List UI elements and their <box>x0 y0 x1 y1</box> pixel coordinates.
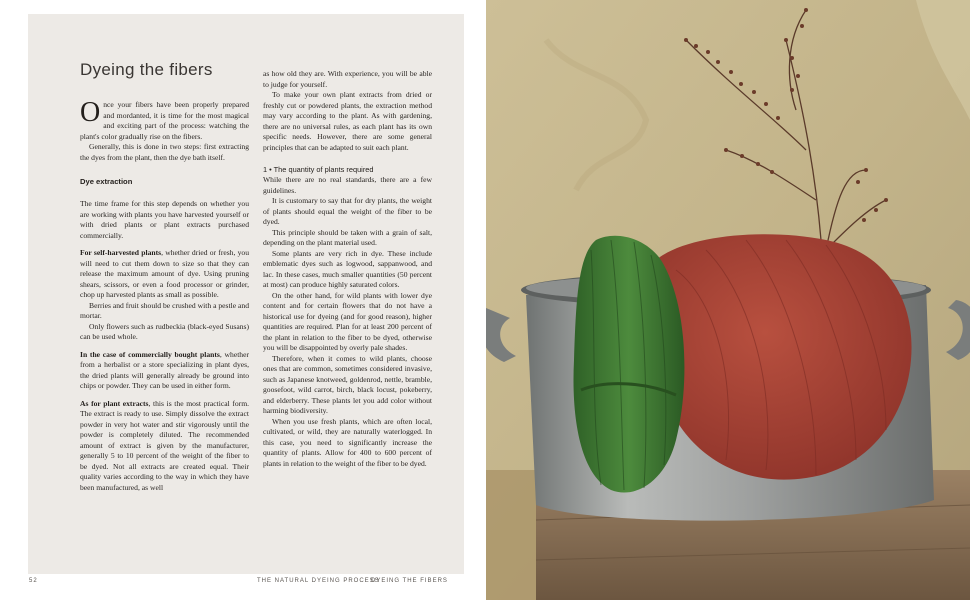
photo-illustration <box>486 0 970 600</box>
paragraph-dry-plants: It is customary to say that for dry plants, the weight of plants should equal the weight of the fiber to be dyed. <box>263 196 432 226</box>
extracts-text: , this is the most practical form. The extract is ready to use. Simply dissolve the extract powder in very hot water and stir vigorously until the powder is completely diluted. The recommended amount of extract is given by the manufacturer, generally 5 to 10 percent of the weight of the fiber to be dyed. Not all extracts are created equal. Their quality varies according to the way in which they have been manufactured, as well <box>80 398 250 492</box>
self-harvested-text: , whether dried or fresh, you will need to cut them down to size so that they can release the maximum amount of dye. Using pruning shears, scissors, or even a food processor or grinder, chop up harvested plants as small as possible. <box>80 248 249 299</box>
paragraph-extracts <box>80 399 249 494</box>
left-page <box>0 0 476 600</box>
page-number: 52 <box>29 578 38 584</box>
running-head: THE NATURAL DYEING PROCESS <box>257 578 380 584</box>
paragraph-timeframe: The time frame for this step depends on whether you are working with plants you have harvested yourself or with dried plants or plant extracts purchased commercially. <box>80 199 249 240</box>
paragraph-wild-plants: On the other hand, for wild plants with lower dye content and for certain flowers that do not have a historical use for dyeing (and for good reason), higher quantities are required. Plan for at least 200 percent of the plant in relation to the fiber to be dyed, otherwise you will be disappointed by overly pale shades. <box>263 290 432 352</box>
page-title: Dyeing the fibers <box>80 60 213 79</box>
paragraph-guidelines: While there are no real standards, there are a few guidelines. <box>263 175 432 195</box>
text-column-left <box>80 97 250 493</box>
running-section: DYEING THE FIBERS <box>371 578 448 584</box>
commercial-text: , whether from a herbalist or a store specializing in plant dyes, the dried plants will generally already be ground into chips or powder. They can be used in either form. <box>80 349 249 390</box>
paragraph-choose-common: Therefore, when it comes to wild plants, choose ones that are common, sometimes considered invasive, such as Japanese knotweed, goldenrod, nettle, bramble, goosefoot, wild carrot, birch, black locust, pokeberry, and elderberry. These plants let you add color without harming biodiversity. <box>263 353 432 415</box>
intro-paragraph <box>80 97 249 142</box>
run-in-extracts: As for plant extracts <box>80 398 149 408</box>
subheading-quantity: 1 • The quantity of plants required <box>263 165 374 174</box>
run-in-self-harvested: For self-harvested plants <box>80 248 162 257</box>
intro-paragraph-2: Generally, this is done in two steps: first extracting the dyes from the plant, then the dye bath itself. <box>80 142 249 162</box>
paragraph-own-extracts: To make your own plant extracts from dried or freshly cut or powdered plants, the extraction method may vary according to the plant. As with gardening, there are no universal rules, as each plant has its own specific needs. However, there are some general principles that can be adapted to suit each plant. <box>263 90 432 152</box>
paragraph-fresh-plants: When you use fresh plants, which are often local, cultivated, or wild, they are naturally waterlogged. In this case, you need to significantly increase the quantity of plants. Allow for 400 to 600 percent of plants in relation to the weight of the fiber to be dyed. <box>263 416 432 468</box>
paragraph-flowers: Only flowers such as rudbeckia (black-eyed Susans) can be used whole. <box>80 321 249 341</box>
text-column-right <box>263 69 432 469</box>
paragraph-rich-dyes: Some plants are very rich in dye. These include emblematic dyes such as logwood, sappanwood, and lac. In these cases, much smaller quantities (50 percent at most) can produce highly saturated colors. <box>263 248 432 289</box>
paragraph-continued: as how old they are. With experience, you will be able to judge for yourself. <box>263 69 432 89</box>
green-yarn-skein <box>573 236 684 493</box>
paragraph-commercial <box>80 350 249 392</box>
run-in-commercial: In the case of commercially bought plants <box>80 349 220 359</box>
intro-text: nce your fibers have been properly prepared and mordanted, it is time for the most magical and exciting part of the process: watching the plant's color gradually rise on the fibers. <box>80 100 249 141</box>
section-heading-dye-extraction: Dye extraction <box>80 177 133 186</box>
drop-cap: O <box>80 97 101 128</box>
paragraph-self-harvested <box>80 248 249 301</box>
photo-yarn-pot <box>486 0 970 600</box>
paragraph-grain-of-salt: This principle should be taken with a grain of salt, depending on the plant material used. <box>263 227 432 247</box>
paragraph-berries: Berries and fruit should be crushed with a pestle and mortar. <box>80 300 249 320</box>
